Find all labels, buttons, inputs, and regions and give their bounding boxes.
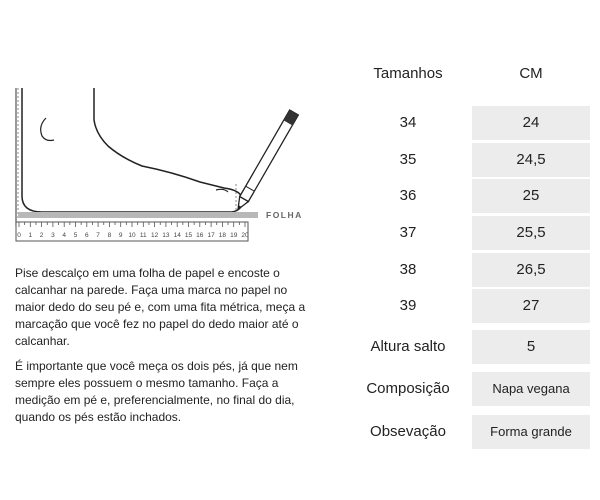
ruler-label: 9 [118,232,123,239]
ruler-label: 15 [184,232,193,239]
ruler-label: 2 [39,232,44,239]
ruler-label: 19 [230,232,238,239]
ruler-label: 11 [139,232,147,239]
table-row [355,372,595,406]
row-value: 25,5 [472,216,590,250]
ruler-label: 5 [73,232,78,239]
foot-measurement-illustration [12,84,302,246]
ruler-label: 17 [207,232,215,239]
row-value: 26,5 [472,253,590,287]
ruler-label: 4 [62,232,67,239]
table-row [355,179,595,213]
ruler-label: 16 [196,232,204,239]
row-value: 24,5 [472,143,590,177]
foot-drawing [12,84,302,246]
ruler-label: 12 [150,232,159,239]
ruler-label: 13 [162,232,170,239]
row-label: 35 [399,151,417,168]
row-label: 39 [399,297,417,314]
table-row [355,216,595,250]
row-value: Forma grande [472,415,590,449]
header-size: Tamanhos [373,65,443,82]
table-row [355,106,595,140]
measurement-instructions [15,265,315,434]
row-label: Obsevação [370,423,446,440]
row-label: 34 [399,114,417,131]
table-row [355,143,595,177]
table-row [355,415,595,449]
row-value: 5 [472,330,590,364]
ruler-label: 20 [241,232,249,239]
header-cm: CM [519,65,543,82]
table-row [355,289,595,323]
ruler-label: 0 [17,232,21,239]
ruler-label: 3 [51,232,55,239]
ruler-label: 8 [107,232,112,239]
row-label: 38 [399,261,417,278]
paper-label: FOLHA [266,210,302,220]
ruler-label: 1 [28,232,33,239]
ruler-label: 7 [96,232,100,239]
table-row [355,330,595,364]
row-value: 25 [472,179,590,213]
row-label: Composição [366,380,450,397]
row-label: 36 [399,187,417,204]
instructions-paragraph-2: É importante que você meça os dois pés, já que nem sempre eles possuem o mesmo tamanho. Faça a medição em pé e, preferencialmente, no final do dia, quando os pés estão inchados. [15,359,298,424]
row-value: 27 [472,289,590,323]
table-row [355,253,595,287]
instructions-paragraph-1: Pise descalço em uma folha de papel e encoste o calcanhar na parede. Faça uma marca no papel no maior dedo do seu pé e, com uma fita métrica, meça a marcação que você fez no papel do dedo maior até o calcanhar. [15,266,306,348]
ruler-label: 14 [173,232,181,239]
ruler-label: 6 [84,232,89,239]
ruler [16,222,249,241]
row-label: Altura salto [370,338,446,355]
row-value: 24 [472,106,590,140]
row-value: Napa vegana [472,372,590,406]
ruler-label: 18 [218,232,227,239]
row-label: 37 [399,224,417,241]
ruler-label: 10 [128,232,136,239]
